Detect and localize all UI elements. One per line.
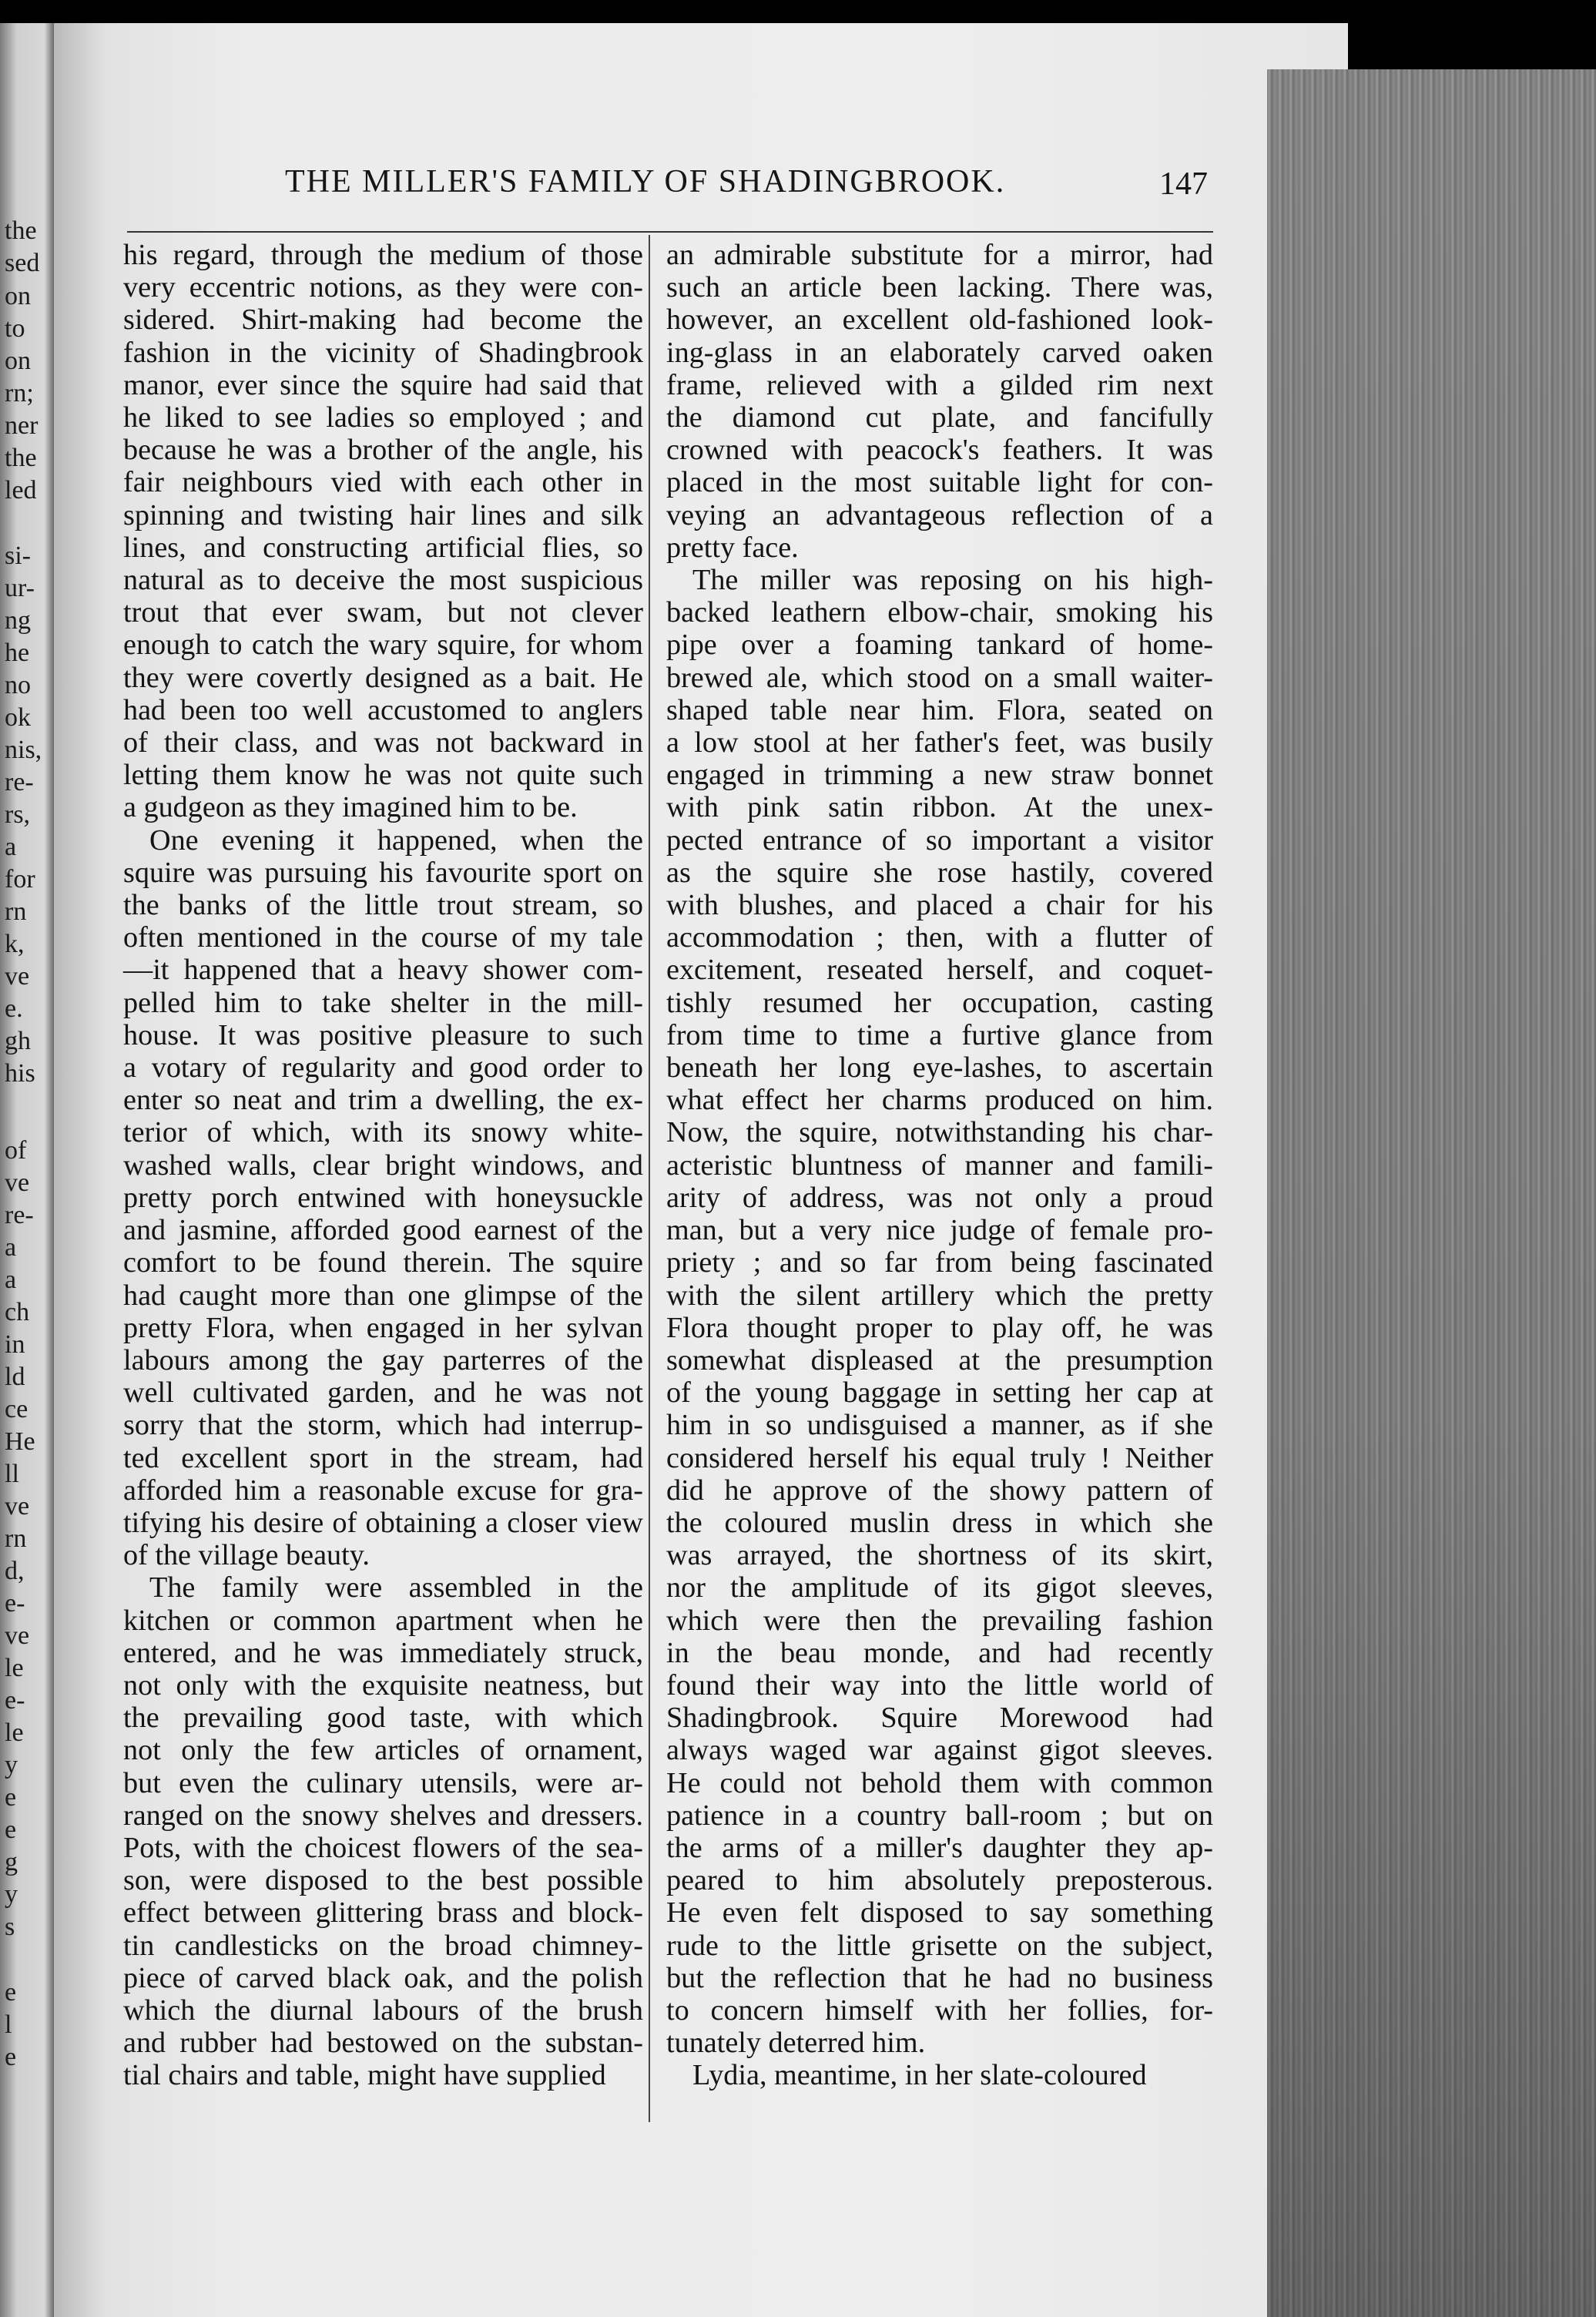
text-line: Shadingbrook. Squire Morewood had: [666, 1702, 1213, 1735]
text-line: a votary of regularity and good order to: [123, 1051, 643, 1085]
margin-fragment: the: [5, 216, 37, 245]
text-line: but the reflection that he had no business: [666, 1961, 1213, 1994]
text-line: man, but a very nice judge of female pro-: [666, 1214, 1213, 1247]
text-line: tial chairs and table, might have supplied: [123, 2059, 606, 2092]
text-line: the banks of the little trout stream, so: [123, 889, 643, 922]
page-number: 147: [1159, 166, 1208, 202]
text-line: engaged in trimming a new straw bonnet: [666, 759, 1213, 792]
margin-fragment: rn;: [5, 379, 34, 407]
text-line: rude to the little grisette on the subject,: [666, 1929, 1213, 1962]
header-rule: [127, 231, 1213, 233]
margin-fragment: no: [5, 671, 31, 699]
text-line: piece of carved black oak, and the polish: [123, 1961, 643, 1994]
margin-fragment: a: [5, 1266, 17, 1294]
text-line: with the silent artillery which the pretty: [666, 1279, 1213, 1312]
text-line: natural as to deceive the most suspicious: [123, 564, 643, 597]
text-line: ing-glass in an elaborately carved oaken: [666, 336, 1213, 369]
margin-fragment: re-: [5, 768, 34, 796]
text-line: effect between glittering brass and block-: [123, 1896, 643, 1930]
margin-fragment: He: [5, 1427, 35, 1456]
text-line: well cultivated garden, and he was not: [123, 1376, 643, 1410]
text-line: comfort to be found therein. The squire: [123, 1246, 643, 1279]
text-line: spinning and twisting hair lines and silk: [123, 498, 643, 531]
margin-fragment: ve: [5, 962, 30, 991]
text-line: which the diurnal labours of the brush: [123, 1993, 643, 2027]
margin-fragment: a: [5, 833, 17, 861]
text-line: enough to catch the wary squire, for whom: [123, 629, 643, 662]
margin-fragment: for: [5, 865, 35, 894]
margin-fragment: rn: [5, 1524, 27, 1553]
adjacent-page-edge: [0, 23, 55, 2317]
text-line: squire was pursuing his favourite sport on: [123, 856, 643, 889]
paragraph: [666, 2059, 1213, 2091]
text-line: Lydia, meantime, in her slate-coloured: [692, 2059, 1147, 2092]
text-line: not only with the exquisite neatness, but: [123, 1668, 643, 1702]
text-line: pretty Flora, when engaged in her sylvan: [123, 1311, 643, 1344]
text-line: sidered. Shirt-making had become the: [123, 303, 643, 337]
text-line: afforded him a reasonable excuse for gra-: [123, 1474, 643, 1507]
text-line: such an article been lacking. There was,: [666, 271, 1213, 304]
margin-fragment: ng: [5, 606, 31, 635]
text-line: but even the culinary utensils, were ar-: [123, 1766, 643, 1799]
margin-fragment: ch: [5, 1298, 30, 1326]
text-line: One evening it happened, when the: [149, 823, 643, 857]
margin-fragment: the: [5, 444, 37, 472]
text-line: a gudgeon as they imagined him to be.: [123, 791, 578, 824]
margin-fragment: e-: [5, 1589, 25, 1618]
text-line: the diamond cut plate, and fancifully: [666, 401, 1213, 434]
text-line: enter so neat and trim a dwelling, the ex-: [123, 1084, 643, 1117]
text-line: had been too well accustomed to anglers: [123, 693, 643, 726]
column-divider: [649, 235, 650, 2122]
margin-fragment: ll: [5, 1460, 19, 1488]
text-line: ted excellent sport in the stream, had: [123, 1441, 643, 1474]
running-title: THE MILLER'S FAMILY OF SHADINGBROOK.: [285, 164, 1006, 200]
margin-fragment: to: [5, 314, 25, 343]
left-column: [123, 239, 643, 2092]
margin-fragment: ve: [5, 1492, 30, 1521]
text-line: his regard, through the medium of those: [123, 239, 643, 271]
text-line: pretty porch entwined with honeysuckle: [123, 1181, 643, 1214]
text-line: a low stool at her father's feet, was busily: [666, 726, 1213, 759]
text-line: an admirable substitute for a mirror, had: [666, 239, 1213, 271]
text-line: tishly resumed her occupation, casting: [666, 986, 1213, 1019]
text-line: however, an excellent old-fashioned look-: [666, 303, 1213, 337]
text-line: patience in a country ball-room ; but on: [666, 1799, 1213, 1832]
margin-fragment: of: [5, 1136, 27, 1165]
text-line: they were covertly designed as a bait. He: [123, 661, 643, 694]
text-line: peared to him absolutely preposterous.: [666, 1864, 1213, 1897]
text-line: house. It was positive pleasure to such: [123, 1018, 643, 1051]
text-line: The miller was reposing on his high-: [692, 564, 1213, 597]
text-line: fair neighbours vied with each other in: [123, 466, 643, 499]
text-line: and jasmine, afforded good earnest of the: [123, 1214, 643, 1247]
text-line: He could not behold them with common: [666, 1766, 1213, 1799]
text-line: somewhat displeased at the presumption: [666, 1343, 1213, 1376]
text-line: him in so undisguised a manner, as if she: [666, 1409, 1213, 1442]
margin-fragment: le: [5, 1718, 24, 1747]
text-line: in the beau monde, and had recently: [666, 1636, 1213, 1669]
text-line: crowned with peacock's feathers. It was: [666, 434, 1213, 467]
text-line: because he was a brother of the angle, his: [123, 434, 643, 467]
text-line: did he approve of the showy pattern of: [666, 1474, 1213, 1507]
text-line: frame, relieved with a gilded rim next: [666, 368, 1213, 401]
margin-fragment: ur-: [5, 574, 35, 602]
text-line: tin candlesticks on the broad chimney-: [123, 1929, 643, 1962]
margin-fragment: a: [5, 1233, 17, 1262]
text-line: pretty face.: [666, 531, 799, 564]
margin-fragment: sed: [5, 249, 40, 277]
text-line: pected entrance of so important a visitor: [666, 823, 1213, 857]
text-line: fashion in the vicinity of Shadingbrook: [123, 336, 643, 369]
text-line: Flora thought proper to play off, he was: [666, 1311, 1213, 1344]
text-line: kitchen or common apartment when he: [123, 1604, 643, 1637]
text-line: as the squire she rose hastily, covered: [666, 856, 1213, 889]
margin-fragment: e: [5, 1816, 17, 1844]
text-line: nor the amplitude of its gigot sleeves,: [666, 1571, 1213, 1604]
margin-fragment: e.: [5, 994, 23, 1023]
text-line: of the young baggage in setting her cap at: [666, 1376, 1213, 1410]
text-line: the arms of a miller's daughter they ap-: [666, 1831, 1213, 1864]
text-line: excitement, reseated herself, and coquet-: [666, 954, 1213, 987]
text-line: considered herself his equal truly ! Neither: [666, 1441, 1213, 1474]
text-line: placed in the most suitable light for con-: [666, 466, 1213, 499]
margin-fragment: y: [5, 1880, 18, 1909]
margin-fragment: e: [5, 2043, 17, 2071]
paragraph: [123, 239, 643, 824]
text-line: —it happened that a heavy shower com-: [123, 954, 643, 987]
text-line: pelled him to take shelter in the mill-: [123, 986, 643, 1019]
text-line: trout that ever swam, but not clever: [123, 596, 643, 629]
text-line: with blushes, and placed a chair for his: [666, 889, 1213, 922]
margin-fragment: e: [5, 1978, 17, 2007]
margin-fragment: y: [5, 1751, 18, 1779]
text-line: very eccentric notions, as they were con-: [123, 271, 643, 304]
text-line: tifying his desire of obtaining a closer view: [123, 1506, 643, 1539]
text-line: found their way into the little world of: [666, 1668, 1213, 1702]
margin-fragment: ve: [5, 1169, 30, 1197]
margin-fragment: s: [5, 1913, 15, 1941]
right-column: [666, 239, 1213, 2092]
text-line: to concern himself with her follies, for-: [666, 1993, 1213, 2027]
text-line: labours among the gay parterres of the: [123, 1343, 643, 1376]
text-line: arity of address, was not only a proud: [666, 1181, 1213, 1214]
margin-fragment: he: [5, 639, 30, 667]
margin-fragment: g: [5, 1848, 18, 1876]
paragraph: [666, 564, 1213, 2059]
text-line: with pink satin ribbon. At the unex-: [666, 791, 1213, 824]
margin-fragment: nis,: [5, 736, 42, 764]
margin-fragment: on: [5, 347, 31, 375]
text-line: Now, the squire, notwithstanding his char-: [666, 1116, 1213, 1149]
text-line: not only the few articles of ornament,: [123, 1734, 643, 1767]
text-line: manor, ever since the squire had said that: [123, 368, 643, 401]
text-line: He even felt disposed to say something: [666, 1896, 1213, 1930]
page-block-shadow: [1267, 69, 1596, 2317]
text-line: acteristic bluntness of manner and famili-: [666, 1148, 1213, 1182]
margin-fragment: his: [5, 1059, 35, 1088]
margin-fragment: l: [5, 2010, 12, 2039]
text-line: had caught more than one glimpse of the: [123, 1279, 643, 1312]
text-line: of their class, and was not backward in: [123, 726, 643, 759]
text-line: always waged war against gigot sleeves.: [666, 1734, 1213, 1767]
paragraph: [666, 239, 1213, 564]
margin-fragment: ce: [5, 1395, 28, 1423]
text-line: what effect her charms produced on him.: [666, 1084, 1213, 1117]
text-line: shaped table near him. Flora, seated on: [666, 693, 1213, 726]
margin-fragment: e-: [5, 1686, 25, 1715]
margin-fragment: gh: [5, 1027, 31, 1055]
text-line: terior of which, with its snowy white-: [123, 1116, 643, 1149]
text-line: Pots, with the choicest flowers of the sea-: [123, 1831, 643, 1864]
margin-fragment: ld: [5, 1363, 25, 1391]
margin-fragment: e: [5, 1783, 17, 1812]
text-line: and rubber had bestowed on the substan-: [123, 2027, 643, 2060]
text-line: lines, and constructing artificial flies, so: [123, 531, 643, 564]
text-line: backed leathern elbow-chair, smoking his: [666, 596, 1213, 629]
text-line: beneath her long eye-lashes, to ascertain: [666, 1051, 1213, 1085]
text-line: accommodation ; then, with a flutter of: [666, 921, 1213, 954]
text-line: brewed ale, which stood on a small waiter-: [666, 661, 1213, 694]
paragraph: [123, 1571, 643, 2091]
text-line: letting them know he was not quite such: [123, 759, 643, 792]
text-line: entered, and he was immediately struck,: [123, 1636, 643, 1669]
text-line: veying an advantageous reflection of a: [666, 498, 1213, 531]
text-line: pipe over a foaming tankard of home-: [666, 629, 1213, 662]
margin-fragment: rn: [5, 897, 27, 926]
margin-fragment: ok: [5, 703, 31, 732]
text-line: sorry that the storm, which had interrup-: [123, 1409, 643, 1442]
text-line: from time to time a furtive glance from: [666, 1018, 1213, 1051]
text-line: the coloured muslin dress in which she: [666, 1506, 1213, 1539]
margin-fragment: rs,: [5, 800, 31, 829]
margin-fragment: re-: [5, 1201, 34, 1229]
text-line: son, were disposed to the best possible: [123, 1864, 643, 1897]
text-line: The family were assembled in the: [149, 1571, 643, 1604]
margin-fragment: k,: [5, 930, 25, 958]
margin-fragment: in: [5, 1330, 25, 1359]
text-line: tunately deterred him.: [666, 2027, 926, 2060]
margin-fragment: si-: [5, 542, 31, 570]
text-line: he liked to see ladies so employed ; and: [123, 401, 643, 434]
margin-fragment: d,: [5, 1557, 25, 1585]
text-line: of the village beauty.: [123, 1539, 370, 1572]
margin-fragment: ner: [5, 411, 39, 440]
text-line: was arrayed, the shortness of its skirt,: [666, 1539, 1213, 1572]
text-line: which were then the prevailing fashion: [666, 1604, 1213, 1637]
margin-fragment: ve: [5, 1621, 30, 1650]
margin-fragment: le: [5, 1654, 24, 1682]
text-line: ranged on the snowy shelves and dressers.: [123, 1799, 643, 1832]
paragraph: [123, 824, 643, 1572]
margin-fragment: led: [5, 476, 37, 505]
text-line: often mentioned in the course of my tale: [123, 921, 643, 954]
margin-fragment: on: [5, 282, 31, 310]
text-line: washed walls, clear bright windows, and: [123, 1148, 643, 1182]
text-line: the prevailing good taste, with which: [123, 1702, 643, 1735]
text-line: priety ; and so far from being fascinated: [666, 1246, 1213, 1279]
